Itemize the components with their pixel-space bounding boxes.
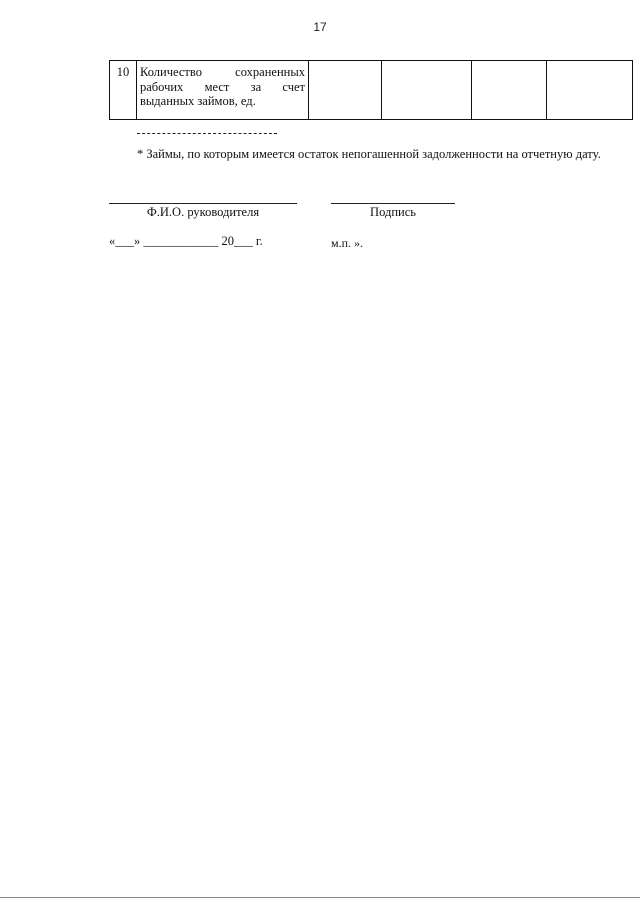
- row-label-line: Количество сохраненных: [140, 65, 305, 79]
- table-cell: [547, 61, 633, 120]
- stamp-mark: м.п. ».: [331, 236, 364, 250]
- page-number: 17: [313, 20, 327, 34]
- row-label: [137, 61, 309, 120]
- footnote-separator: [137, 133, 277, 134]
- footnote-text: * Займы, по которым имеется остаток непогашенной задолженности на отчетную дату.: [137, 147, 601, 161]
- page-bottom-edge: [0, 897, 640, 898]
- signature-label: Подпись: [370, 205, 416, 219]
- date-line: «___» ____________ 20___ г.: [109, 234, 263, 248]
- table-cell: [382, 61, 472, 120]
- report-table: [109, 60, 633, 120]
- signature-line: [331, 203, 455, 204]
- table-cell: [472, 61, 547, 120]
- table-row: [110, 61, 633, 120]
- row-label-line: рабочих мест за счет: [140, 79, 305, 94]
- name-label: Ф.И.О. руководителя: [146, 205, 260, 219]
- name-line: [109, 203, 297, 204]
- row-label-line: выданных займов, ед.: [140, 94, 256, 108]
- table-cell: [309, 61, 382, 120]
- row-number: 10: [110, 61, 137, 120]
